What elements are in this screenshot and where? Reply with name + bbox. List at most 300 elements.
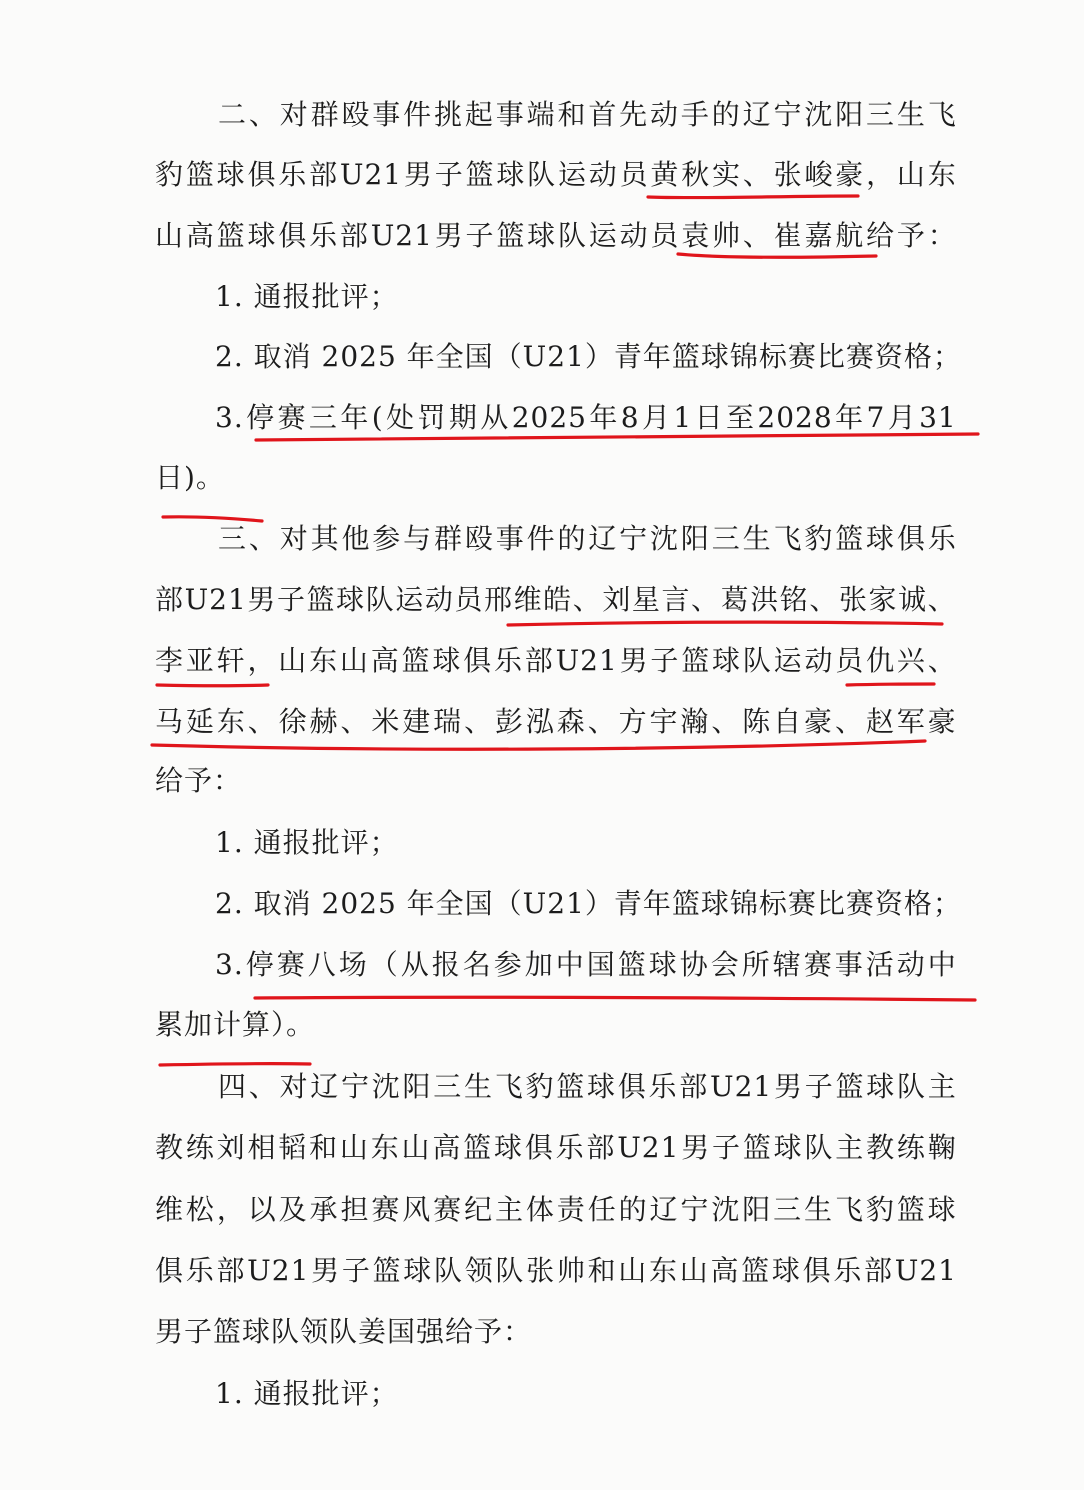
text-glyph: 方: [618, 705, 648, 738]
underline-cumulative: [160, 1064, 310, 1065]
text-glyph: 三: [866, 98, 896, 131]
text-glyph: 期: [448, 401, 478, 434]
text-glyph: 山: [339, 1131, 369, 1164]
text-glyph: 、: [247, 705, 277, 738]
text-glyph: 、: [691, 583, 721, 616]
text-glyph: 子: [650, 644, 680, 677]
text-glyph: 部: [155, 583, 185, 616]
text-glyph: 子: [276, 583, 306, 616]
text-glyph: 队: [527, 158, 557, 191]
text-glyph: 帅: [712, 219, 742, 252]
text-glyph: 建: [402, 705, 432, 738]
text-glyph: 男: [773, 1070, 803, 1103]
text-glyph: 乐: [555, 1131, 585, 1164]
text-glyph: 的: [557, 522, 587, 555]
text-glyph: 球: [432, 644, 462, 677]
text-glyph: 事: [495, 98, 525, 131]
text-glyph: 体: [525, 1193, 555, 1226]
text-glyph: 三: [308, 401, 338, 434]
text-glyph: 篮: [617, 948, 647, 981]
text-glyph: 停: [246, 401, 276, 434]
underline-names-sec3-b: [157, 685, 268, 686]
text-glyph: 山: [618, 1254, 648, 1287]
text-glyph: 、: [464, 705, 494, 738]
text-glyph: 事: [372, 98, 402, 131]
text-glyph: 队: [896, 1070, 926, 1103]
text-glyph: 陈: [742, 705, 772, 738]
text-glyph: 生: [804, 1193, 834, 1226]
text-glyph: 高: [185, 219, 215, 252]
text-glyph: 、: [587, 705, 617, 738]
text-glyph: 辽: [649, 1193, 679, 1226]
text-glyph: 飞: [927, 98, 957, 131]
text-glyph: 豪: [804, 705, 834, 738]
text-glyph: 东: [309, 644, 339, 677]
text-glyph: 辽: [310, 1070, 340, 1103]
text-glyph: 纪: [464, 1193, 494, 1226]
section2-item-3-cont: 日)。: [155, 461, 225, 494]
text-glyph: 员: [619, 158, 649, 191]
text-glyph: 篮: [496, 219, 526, 252]
text-glyph: 和: [587, 1254, 617, 1287]
text-glyph: 沈: [711, 1193, 741, 1226]
text-glyph: 篮: [835, 522, 865, 555]
text-glyph: 部: [864, 1254, 894, 1287]
text-glyph: 三: [711, 522, 741, 555]
text-glyph: 首: [588, 98, 618, 131]
section2-text-line: [155, 155, 957, 195]
text-glyph: 赛: [433, 1193, 463, 1226]
text-glyph: U21: [617, 1131, 680, 1164]
text-glyph: 年: [589, 401, 619, 434]
text-glyph: 篮: [372, 1254, 402, 1287]
text-glyph: （: [369, 948, 399, 981]
text-glyph: 篮: [185, 158, 215, 191]
section2-text-line: [155, 216, 957, 256]
text-glyph: 队: [365, 583, 395, 616]
text-glyph: 员: [650, 219, 680, 252]
text-glyph: 动: [650, 98, 680, 131]
text-glyph: 宇: [649, 705, 679, 738]
text-glyph: 秋: [681, 158, 711, 191]
text-glyph: 球: [496, 158, 526, 191]
text-glyph: 豹: [804, 522, 834, 555]
text-glyph: 球: [527, 219, 557, 252]
text-glyph: 延: [185, 705, 215, 738]
text-glyph: 动: [896, 948, 926, 981]
section2-item-2: 2. 取消 2025 年全国（U21）青年篮球锦标赛比赛资格；: [215, 340, 962, 373]
text-glyph: 辽: [742, 98, 772, 131]
text-glyph: 相: [247, 1131, 277, 1164]
text-glyph: 、: [927, 583, 957, 616]
text-glyph: 动: [588, 158, 618, 191]
text-glyph: 豹: [155, 158, 185, 191]
text-glyph: 三: [773, 1193, 803, 1226]
text-glyph: 7: [866, 401, 886, 434]
text-glyph: 山: [278, 644, 308, 677]
text-glyph: 乐: [309, 219, 339, 252]
text-glyph: 森: [556, 705, 586, 738]
text-glyph: 领: [464, 1254, 494, 1287]
text-glyph: 皓: [543, 583, 573, 616]
text-glyph: 责: [556, 1193, 586, 1226]
text-glyph: 沈: [804, 98, 834, 131]
text-glyph: 动: [424, 583, 454, 616]
text-glyph: 3.: [215, 948, 244, 981]
section3-text-line: 给予：: [155, 764, 243, 797]
text-glyph: 东: [370, 1131, 400, 1164]
text-glyph: 篮: [742, 1131, 772, 1164]
text-glyph: 刘: [216, 1131, 246, 1164]
text-glyph: 李: [155, 644, 185, 677]
text-glyph: 赫: [309, 705, 339, 738]
text-glyph: 乐: [278, 158, 308, 191]
text-glyph: 徐: [278, 705, 308, 738]
text-glyph: 起: [464, 98, 494, 131]
text-glyph: 对: [279, 98, 309, 131]
text-glyph: 山: [679, 1254, 709, 1287]
text-glyph: ，: [866, 158, 896, 191]
text-glyph: 手: [680, 98, 710, 131]
text-glyph: 会: [710, 948, 740, 981]
text-glyph: 先: [619, 98, 649, 131]
text-glyph: 维: [513, 583, 543, 616]
text-glyph: 对: [279, 1070, 309, 1103]
text-glyph: 、: [834, 705, 864, 738]
text-glyph: 东: [216, 705, 246, 738]
text-glyph: 月: [887, 401, 917, 434]
text-glyph: 赛: [276, 948, 306, 981]
text-glyph: 嘉: [804, 219, 834, 252]
text-glyph: 篮: [463, 1131, 493, 1164]
text-glyph: U21: [710, 1070, 773, 1103]
text-glyph: 男: [311, 1254, 341, 1287]
section3-text-line: [155, 641, 957, 681]
text-glyph: (: [371, 401, 384, 434]
text-glyph: 中: [555, 948, 585, 981]
text-glyph: 中: [927, 948, 957, 981]
text-glyph: 二: [218, 98, 248, 131]
section4-text-line: [155, 1251, 957, 1291]
text-glyph: 殴: [464, 522, 494, 555]
text-glyph: 球: [587, 1070, 617, 1103]
text-glyph: 八: [307, 948, 337, 981]
text-glyph: 俱: [278, 219, 308, 252]
text-glyph: 张: [526, 1254, 556, 1287]
text-glyph: 运: [557, 158, 587, 191]
text-glyph: 教: [155, 1131, 185, 1164]
text-glyph: 豹: [525, 1070, 555, 1103]
text-glyph: 松: [185, 1193, 215, 1226]
underline-ban-eight-games: [255, 997, 975, 1000]
text-glyph: 子: [712, 1131, 742, 1164]
text-glyph: 球: [403, 1254, 433, 1287]
text-glyph: 俱: [463, 644, 493, 677]
text-glyph: 赛: [277, 401, 307, 434]
underline-names-sec3-d: [152, 741, 925, 749]
text-glyph: 航: [835, 219, 865, 252]
text-glyph: U21: [184, 583, 247, 616]
text-glyph: 运: [773, 644, 803, 677]
text-glyph: 参: [493, 948, 523, 981]
text-glyph: 事: [834, 948, 864, 981]
text-glyph: 练: [185, 1131, 215, 1164]
text-glyph: 生: [896, 98, 926, 131]
text-glyph: 飞: [773, 522, 803, 555]
text-glyph: 31: [919, 401, 957, 434]
text-glyph: 、: [248, 98, 278, 131]
text-glyph: 部: [524, 644, 554, 677]
text-glyph: 承: [309, 1193, 339, 1226]
text-glyph: 篮: [896, 1193, 926, 1226]
text-glyph: 部: [339, 219, 369, 252]
text-glyph: 担: [340, 1193, 370, 1226]
text-glyph: 洪: [750, 583, 780, 616]
text-glyph: 年: [835, 401, 865, 434]
text-glyph: 瑞: [433, 705, 463, 738]
text-glyph: 场: [338, 948, 368, 981]
text-glyph: 、: [927, 644, 957, 677]
text-glyph: 男: [681, 1131, 711, 1164]
text-glyph: 山: [155, 219, 185, 252]
underline-names-sec3-a: [508, 622, 942, 625]
text-glyph: 俱: [524, 1131, 554, 1164]
text-glyph: 自: [773, 705, 803, 738]
text-glyph: 主: [835, 1131, 865, 1164]
text-glyph: 篮: [401, 644, 431, 677]
text-glyph: 、: [742, 158, 772, 191]
text-glyph: 、: [340, 705, 370, 738]
text-glyph: 运: [395, 583, 425, 616]
text-glyph: 2028: [757, 401, 833, 434]
text-glyph: 3.: [215, 401, 244, 434]
text-glyph: 赛: [371, 1193, 401, 1226]
section3-item-3: [215, 945, 957, 985]
text-glyph: 队: [495, 1254, 525, 1287]
text-glyph: 阳: [402, 1070, 432, 1103]
text-glyph: 、: [248, 522, 278, 555]
text-glyph: 子: [434, 158, 464, 191]
text-glyph: 阳: [680, 522, 710, 555]
text-glyph: 、: [711, 705, 741, 738]
section2-item-1: 1. 通报批评；: [215, 280, 399, 313]
text-glyph: 生: [464, 1070, 494, 1103]
text-glyph: 和: [557, 98, 587, 131]
text-glyph: 豪: [927, 705, 957, 738]
text-glyph: 家: [868, 583, 898, 616]
text-glyph: 主: [927, 1070, 957, 1103]
text-glyph: 罚: [417, 401, 447, 434]
text-glyph: 球: [247, 219, 277, 252]
text-glyph: 张: [838, 583, 868, 616]
text-glyph: 事: [495, 522, 525, 555]
text-glyph: 所: [741, 948, 771, 981]
text-glyph: 辖: [772, 948, 802, 981]
text-glyph: 部: [216, 1254, 246, 1287]
text-glyph: 高: [432, 1131, 462, 1164]
text-glyph: 泓: [525, 705, 555, 738]
section4-heading-line: [218, 1067, 957, 1107]
text-glyph: ：: [927, 219, 957, 252]
text-glyph: 生: [742, 522, 772, 555]
text-glyph: 俱: [247, 158, 277, 191]
text-glyph: 殴: [341, 98, 371, 131]
text-glyph: 动: [804, 644, 834, 677]
text-glyph: 帅: [556, 1254, 586, 1287]
text-glyph: 韬: [278, 1131, 308, 1164]
text-glyph: 高: [710, 1254, 740, 1287]
text-glyph: 任: [587, 1193, 617, 1226]
text-glyph: 张: [773, 158, 803, 191]
underline-names-sec2-a: [648, 196, 858, 198]
text-glyph: 山: [401, 1131, 431, 1164]
text-glyph: 马: [155, 705, 185, 738]
text-glyph: 以: [247, 1193, 277, 1226]
text-glyph: 俱: [155, 1254, 185, 1287]
text-glyph: 诚: [898, 583, 928, 616]
text-glyph: 实: [712, 158, 742, 191]
text-glyph: 俱: [896, 522, 926, 555]
text-glyph: 三: [218, 522, 248, 555]
text-glyph: 男: [247, 583, 277, 616]
text-glyph: 乐: [185, 1254, 215, 1287]
text-glyph: 豹: [865, 1193, 895, 1226]
text-glyph: 其: [310, 522, 340, 555]
text-glyph: 队: [557, 219, 587, 252]
text-glyph: 员: [454, 583, 484, 616]
text-glyph: ，: [247, 644, 277, 677]
text-glyph: 飞: [834, 1193, 864, 1226]
text-glyph: 宁: [773, 98, 803, 131]
text-glyph: 球: [216, 158, 246, 191]
text-glyph: 从: [400, 948, 430, 981]
text-glyph: 练: [896, 1131, 926, 1164]
text-glyph: 加: [524, 948, 554, 981]
text-glyph: 豪: [835, 158, 865, 191]
text-glyph: 俱: [617, 1070, 647, 1103]
text-glyph: 子: [465, 219, 495, 252]
text-glyph: 和: [309, 1131, 339, 1164]
text-glyph: 的: [711, 98, 741, 131]
text-glyph: 彭: [494, 705, 524, 738]
text-glyph: 参: [372, 522, 402, 555]
text-glyph: 袁: [681, 219, 711, 252]
text-glyph: 国: [586, 948, 616, 981]
text-glyph: 球: [648, 948, 678, 981]
text-glyph: 乐: [648, 1070, 678, 1103]
text-glyph: 葛: [720, 583, 750, 616]
text-glyph: 篮: [306, 583, 336, 616]
text-glyph: 主: [494, 1193, 524, 1226]
text-glyph: 阳: [742, 1193, 772, 1226]
text-glyph: 月: [641, 401, 671, 434]
section3-item-3-cont: 累加计算）。: [155, 1008, 316, 1041]
text-glyph: 活: [865, 948, 895, 981]
text-glyph: 员: [835, 644, 865, 677]
text-glyph: 篮: [216, 219, 246, 252]
text-glyph: 铭: [779, 583, 809, 616]
text-glyph: 群: [434, 522, 464, 555]
text-glyph: 1: [673, 401, 693, 434]
text-glyph: 三: [433, 1070, 463, 1103]
text-glyph: 沈: [650, 522, 680, 555]
text-glyph: 运: [588, 219, 618, 252]
text-glyph: 的: [618, 1193, 648, 1226]
text-glyph: 军: [896, 705, 926, 738]
text-glyph: 年: [340, 401, 370, 434]
text-glyph: 报: [431, 948, 461, 981]
text-glyph: 飞: [494, 1070, 524, 1103]
text-glyph: 、: [809, 583, 839, 616]
text-glyph: 乐: [927, 522, 957, 555]
text-glyph: 停: [245, 948, 275, 981]
text-glyph: 男: [619, 644, 649, 677]
text-glyph: 瀚: [680, 705, 710, 738]
text-glyph: 男: [434, 219, 464, 252]
text-glyph: 球: [866, 1070, 896, 1103]
text-glyph: 与: [403, 522, 433, 555]
text-glyph: 端: [526, 98, 556, 131]
text-glyph: 鞠: [927, 1131, 957, 1164]
underline-names-sec3-c: [847, 684, 934, 685]
section3-heading-line: [218, 519, 957, 559]
text-glyph: 日: [694, 401, 724, 434]
text-glyph: ，: [216, 1193, 246, 1226]
section3-text-line: [155, 580, 957, 620]
text-glyph: 名: [462, 948, 492, 981]
text-glyph: 从: [480, 401, 510, 434]
text-glyph: 沈: [371, 1070, 401, 1103]
text-glyph: 部: [309, 158, 339, 191]
text-glyph: 维: [155, 1193, 185, 1226]
text-glyph: 仇: [866, 644, 896, 677]
text-glyph: 乐: [493, 644, 523, 677]
text-glyph: 予: [896, 219, 926, 252]
text-glyph: 黄: [650, 158, 680, 191]
text-glyph: 球: [866, 522, 896, 555]
text-glyph: 辽: [588, 522, 618, 555]
text-glyph: 亚: [185, 644, 215, 677]
text-glyph: 他: [341, 522, 371, 555]
text-glyph: U21: [339, 158, 403, 191]
text-glyph: 宁: [680, 1193, 710, 1226]
text-glyph: 挑: [434, 98, 464, 131]
text-glyph: 阳: [835, 98, 865, 131]
text-glyph: 言: [661, 583, 691, 616]
text-glyph: 赛: [803, 948, 833, 981]
text-glyph: 峻: [804, 158, 834, 191]
text-glyph: 协: [679, 948, 709, 981]
text-glyph: 男: [403, 158, 433, 191]
text-glyph: 四: [218, 1070, 248, 1103]
section2-item-3: [215, 398, 957, 438]
section2-heading-line: [218, 95, 957, 135]
section3-text-line: [155, 702, 957, 742]
text-glyph: 山: [896, 158, 926, 191]
text-glyph: 群: [310, 98, 340, 131]
text-glyph: 及: [278, 1193, 308, 1226]
text-glyph: 2025: [511, 401, 587, 434]
text-glyph: 崔: [773, 219, 803, 252]
text-glyph: 动: [619, 219, 649, 252]
text-glyph: 刘: [602, 583, 632, 616]
text-glyph: 给: [866, 219, 896, 252]
text-glyph: 球: [771, 1254, 801, 1287]
text-glyph: 子: [341, 1254, 371, 1287]
text-glyph: 队: [433, 1254, 463, 1287]
text-glyph: 山: [339, 644, 369, 677]
text-glyph: 子: [804, 1070, 834, 1103]
